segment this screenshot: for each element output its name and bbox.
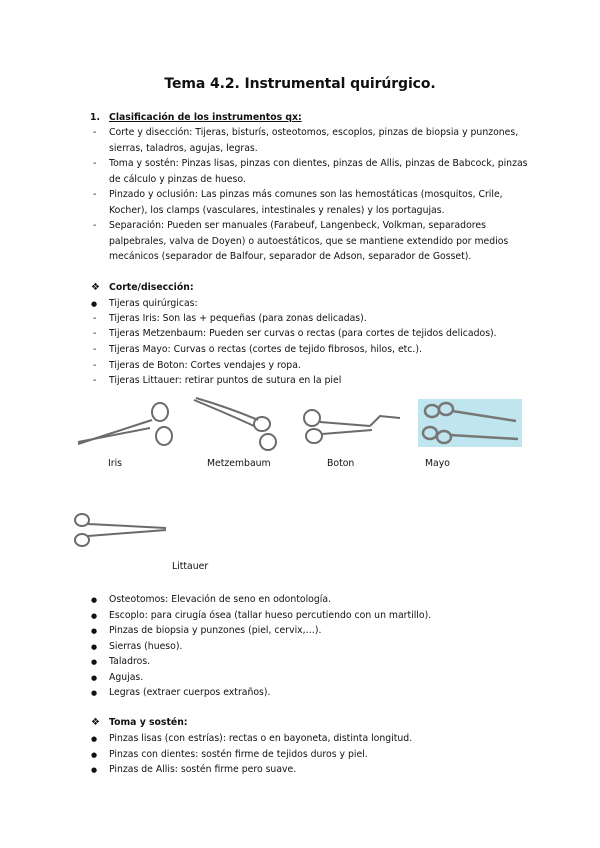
- section-number: 1.: [90, 112, 101, 123]
- round-bullet: ●: [91, 643, 98, 651]
- corte-item: Legras (extraer cuerpos extraños).: [109, 687, 271, 698]
- round-bullet: ●: [91, 627, 98, 635]
- round-bullet: ●: [91, 766, 98, 774]
- tijeras-heading: Tijeras quirúrgicas:: [109, 298, 198, 309]
- round-bullet: ●: [91, 612, 98, 620]
- caption-iris: Iris: [108, 458, 122, 469]
- round-bullet: ●: [91, 300, 98, 308]
- list-marker: -: [93, 127, 97, 138]
- corte-item: Agujas.: [109, 672, 144, 683]
- caption-metzembaum: Metzembaum: [207, 458, 271, 469]
- littauer-scissors-image: [72, 510, 172, 550]
- tijeras-item: Tijeras Littauer: retirar puntos de sutura en la piel: [109, 375, 342, 386]
- boton-scissors-image: [300, 404, 406, 444]
- corte-item: Escoplo: para cirugía ósea (tallar hueso percutiendo con un martillo).: [109, 610, 432, 621]
- classification-item: Corte y disección: Tijeras, bisturís, osteotomos, escoplos, pinzas de biopsia y punzones, sierras, taladros, agujas, legras.: [109, 127, 519, 154]
- corte-item: Pinzas de biopsia y punzones (piel, cervix,…).: [109, 625, 322, 636]
- corte-item: Osteotomos: Elevación de seno en odontología.: [109, 594, 331, 605]
- round-bullet: ●: [91, 751, 98, 759]
- star-bullet: ❖: [91, 717, 100, 728]
- caption-mayo: Mayo: [425, 458, 450, 469]
- tijeras-item: Tijeras Mayo: Curvas o rectas (cortes de tejido fibrosos, hilos, etc.).: [109, 344, 422, 355]
- classification-item: Toma y sostén: Pinzas lisas, pinzas con dientes, pinzas de Allis, pinzas de Babcock, pinzas de cálculo y pinzas de hueso.: [109, 158, 528, 185]
- round-bullet: ●: [91, 735, 98, 743]
- list-marker: -: [93, 189, 97, 200]
- list-marker: -: [93, 220, 97, 231]
- toma-heading: Toma y sostén:: [109, 717, 188, 728]
- classification-item: Pinzado y oclusión: Las pinzas más comunes son las hemostáticas (mosquitos, Crile, Kocher), los clamps (vasculares, intestinales y renales) y los portagujas.: [109, 189, 503, 216]
- list-marker: -: [93, 158, 97, 169]
- tijeras-item: Tijeras de Boton: Cortes vendajes y ropa.: [109, 360, 301, 371]
- corte-heading: Corte/disección:: [109, 282, 194, 293]
- classification-item: Separación: Pueden ser manuales (Farabeuf, Langenbeck, Volkman, separadores palpebrales, valva de Doyen) o autoestáticos, que se mantiene extendido por medios mecánicos (separador de Balfour, separador de Adson, separador de Gosset).: [109, 220, 509, 263]
- toma-item: Pinzas lisas (con estrías): rectas o en bayoneta, distinta longitud.: [109, 733, 413, 744]
- tijeras-item: Tijeras Metzenbaum: Pueden ser curvas o rectas (para cortes de tejidos delicados).: [109, 328, 497, 339]
- toma-item: Pinzas de Allis: sostén firme pero suave.: [109, 764, 297, 775]
- list-marker: -: [93, 313, 97, 324]
- caption-littauer: Littauer: [172, 561, 209, 572]
- page-title: Tema 4.2. Instrumental quirúrgico.: [164, 76, 436, 92]
- round-bullet: ●: [91, 674, 98, 682]
- tijeras-item: Tijeras Iris: Son las + pequeñas (para zonas delicadas).: [109, 313, 367, 324]
- mayo-scissors-photo: [418, 399, 522, 447]
- star-bullet: ❖: [91, 282, 100, 293]
- corte-item: Taladros.: [109, 656, 151, 667]
- list-marker: -: [93, 360, 97, 371]
- list-marker: -: [93, 344, 97, 355]
- round-bullet: ●: [91, 689, 98, 697]
- iris-scissors-image: [72, 398, 184, 450]
- list-marker: -: [93, 328, 97, 339]
- section-heading: Clasificación de los instrumentos qx:: [109, 112, 302, 123]
- toma-item: Pinzas con dientes: sostén firme de tejidos duros y piel.: [109, 749, 368, 760]
- caption-boton: Boton: [327, 458, 355, 469]
- round-bullet: ●: [91, 658, 98, 666]
- corte-item: Sierras (hueso).: [109, 641, 183, 652]
- list-marker: -: [93, 375, 97, 386]
- round-bullet: ●: [91, 596, 98, 604]
- metzenbaum-scissors-image: [188, 394, 293, 454]
